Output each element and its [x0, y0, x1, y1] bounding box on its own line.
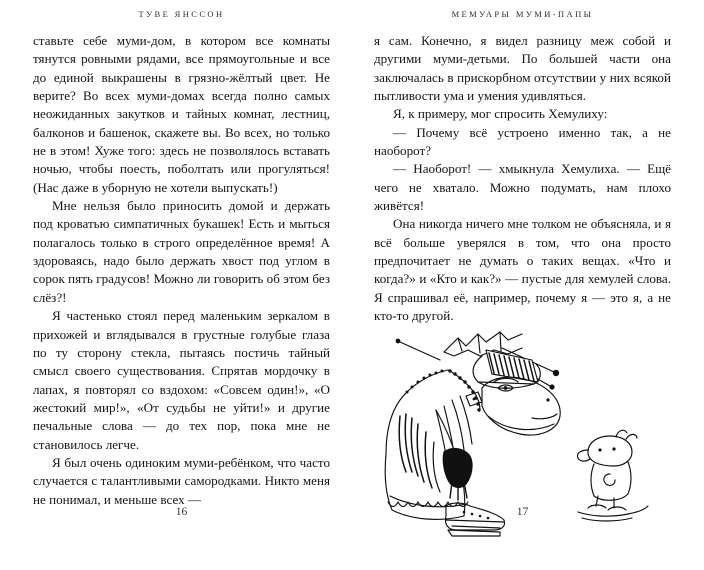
dress-group — [385, 396, 472, 519]
left-page-body — [33, 32, 330, 509]
paragraph: Я был очень одиноким муми-ребёнком, что часто случается с талантливыми самородками. Никто меня не понимал, и меньше всех — — [33, 454, 330, 507]
collar-group — [448, 369, 482, 411]
hemulen-back — [386, 370, 448, 455]
paragraph: я сам. Конечно, я видел разницу меж собой и другими муми-детьми. По большей части она заключалась в прискорбном отсутствии у них всякой пытливости ума и умения удивляться. — [374, 33, 671, 104]
page-number-left: 16 — [175, 506, 188, 518]
page-number-right: 17 — [516, 506, 529, 518]
paragraph: Мне нельзя было приносить домой и держать под кроватью симпатичных букашек! Есть и мыться полагалось только в строго определённое время! А здороваясь, надо было держать хвост под углом в сорок пять градусов! Можно ли говорить об этом без слёз?! — [33, 198, 330, 305]
paragraph: Я частенько стоял перед маленьким зеркалом в прихожей и вглядывался в грустные голубые глаза по ту сторону стекла, пытаясь постичь тайный смысл своего существования. Спрятав мордочку в лапах, я повторял со вздохом: «Совсем один!», «О жестокий мир!», «От судьбы не уйти!» и другие печальные слова — до тех пор, пока мне не становилось легче. — [33, 308, 330, 452]
paragraph: ставьте себе муми-дом, в котором все комнаты тянутся ровными рядами, все прямоугольные и все до единой выкрашены в грязно-жёлтый цвет. Не верите? Во всех муми-домах всегда полно самых неожиданных закутков и тайных комнат, лестниц, балконов и башенок, скажете вы. Во всех, но только не в этом! Хуже того: здесь не позволялось вставать ночью, чтобы поесть, поболтать или прогуляться! (Нас даже в уборную не хотели выпускать!) — [33, 33, 330, 195]
hat-group — [396, 332, 560, 390]
chapter-illustration — [382, 330, 682, 570]
hemulen-head — [482, 377, 560, 435]
right-page — [352, 0, 704, 536]
paragraph: Я, к примеру, мог спросить Хемулиху: — [393, 106, 608, 122]
left-page — [0, 0, 352, 536]
running-head-title: МЕМУАРЫ МУМИ-ПАПЫ — [451, 9, 594, 19]
paragraph: Она никогда ничего мне толком не объясняла, и я всё больше уверялся в том, что она просто предпочитает не думать о таких вещах. «Что и когда?» и «Кто и как?» — пустые для хемулей слова. Я спрашивал её, например, почему я — это я, а не кто-то другой. — [374, 216, 671, 324]
paragraph: — Почему всё устроено именно так, а не наоборот? — [374, 124, 671, 159]
paragraph: — Наоборот! — хмыкнула Хемулиха. — Ещё чего не хватало. Можно подумать, нам плохо живётся! — [374, 161, 671, 214]
right-page-body — [374, 32, 671, 326]
running-head-author: ТУВЕ ЯНССОН — [138, 9, 225, 19]
